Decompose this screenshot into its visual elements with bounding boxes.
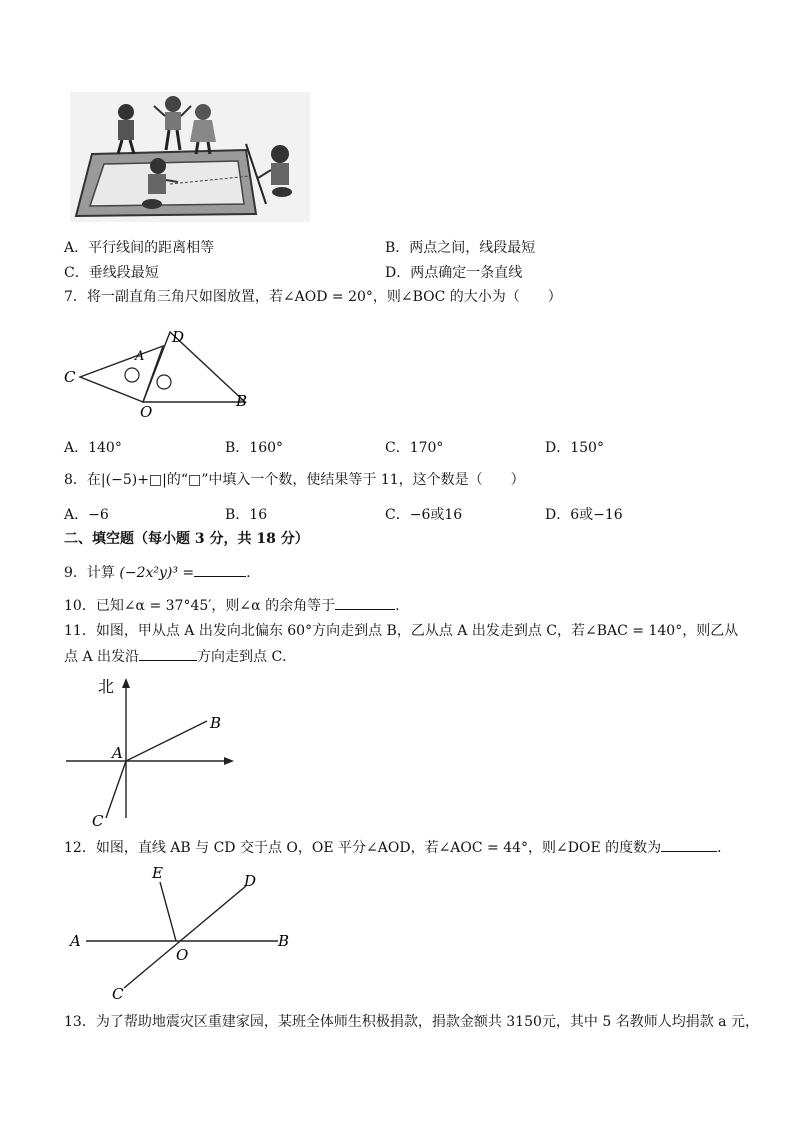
q7-label-b: B xyxy=(236,392,248,410)
q10-text: 10．已知∠α = 37°45′，则∠α 的余角等于 xyxy=(64,598,336,614)
q9-text-before: 9．计算 xyxy=(64,565,115,581)
q8-expression: |(−5)+□| xyxy=(100,472,167,488)
q6-option-c: C．垂线段最短 xyxy=(64,265,159,281)
q12-label-c: C xyxy=(112,985,124,1002)
q10-answer-blank[interactable] xyxy=(335,597,395,610)
q10-end: . xyxy=(395,598,400,614)
q6-option-a: A．平行线间的距离相等 xyxy=(64,240,215,256)
q11-answer-blank[interactable] xyxy=(139,648,197,661)
q12-label-d: D xyxy=(244,872,257,890)
q7-triangle-figure xyxy=(60,322,260,422)
q9-expression: (−2x²y)³ xyxy=(119,565,178,581)
q8-option-b: B．16 xyxy=(225,507,268,523)
q12-end: ． xyxy=(717,840,732,856)
q11-label-north: 北 xyxy=(98,677,115,696)
q7-label-c: C xyxy=(64,368,76,386)
q8-option-d: D．6或−16 xyxy=(545,507,623,523)
q7-label-a: A xyxy=(135,349,145,364)
q11-stem-line2 xyxy=(64,646,296,666)
q6-option-b: B．两点之间，线段最短 xyxy=(385,240,536,256)
q11-direction-figure xyxy=(62,668,242,828)
q12-answer-blank[interactable] xyxy=(661,839,717,852)
q9-answer-blank[interactable] xyxy=(194,564,246,577)
q12-label-a: A xyxy=(70,932,81,950)
q7-stem: 7．将一副直角三角尺如图放置，若∠AOD = 20°，则∠BOC 的大小为（ ） xyxy=(64,289,562,305)
q9-equals: = xyxy=(182,565,195,581)
q8-text-after: 的“□”中填入一个数，使结果等于 11，这个数是（ ） xyxy=(166,472,525,488)
q11-label-c: C xyxy=(92,812,104,828)
q11-label-a: A xyxy=(112,744,123,762)
q13-stem: 13．为了帮助地震灾区重建家园，某班全体师生积极捐款，捐款金额共 3150元，其中 5 名教师人均捐款 a 元， xyxy=(64,1014,759,1030)
q7-option-b: B．160° xyxy=(225,440,284,456)
q8-text-before: 8．在 xyxy=(64,472,101,488)
q7-option-a: A．140° xyxy=(64,440,122,456)
q12-label-o: O xyxy=(176,946,189,964)
q11-label-b: B xyxy=(210,714,222,732)
q12-label-e: E xyxy=(152,864,163,882)
q7-label-o: O xyxy=(140,403,153,421)
q6-option-d: D．两点确定一条直线 xyxy=(385,265,523,281)
q12-label-b: B xyxy=(278,932,290,950)
q7-option-c: C．170° xyxy=(385,440,444,456)
q10-stem xyxy=(64,595,400,615)
q11-line2-before: 点 A 出发沿 xyxy=(64,649,140,665)
q8-option-c: C．−6或16 xyxy=(385,507,463,523)
q7-option-d: D．150° xyxy=(545,440,604,456)
q9-end: . xyxy=(246,565,251,581)
q11-stem-line1: 11．如图，甲从点 A 出发向北偏东 60°方向走到点 B，乙从点 A 出发走到点 C，若∠BAC = 140°，则乙从 xyxy=(64,623,739,639)
section-2-title: 二、填空题（每小题 3 分，共 18 分） xyxy=(64,531,309,547)
long-jump-illustration xyxy=(70,92,310,222)
q12-intersecting-lines-figure xyxy=(62,862,302,1002)
q12-text: 12．如图，直线 AB 与 CD 交于点 O，OE 平分∠AOD，若∠AOC = 44°，则∠DOE 的度数为 xyxy=(64,840,662,856)
q8-stem xyxy=(64,469,525,489)
q7-label-d: D xyxy=(172,328,185,346)
q11-line2-after: 方向走到点 C． xyxy=(197,649,297,665)
q12-stem xyxy=(64,837,731,857)
q8-option-a: A．−6 xyxy=(64,507,109,523)
q9-stem xyxy=(64,562,251,582)
